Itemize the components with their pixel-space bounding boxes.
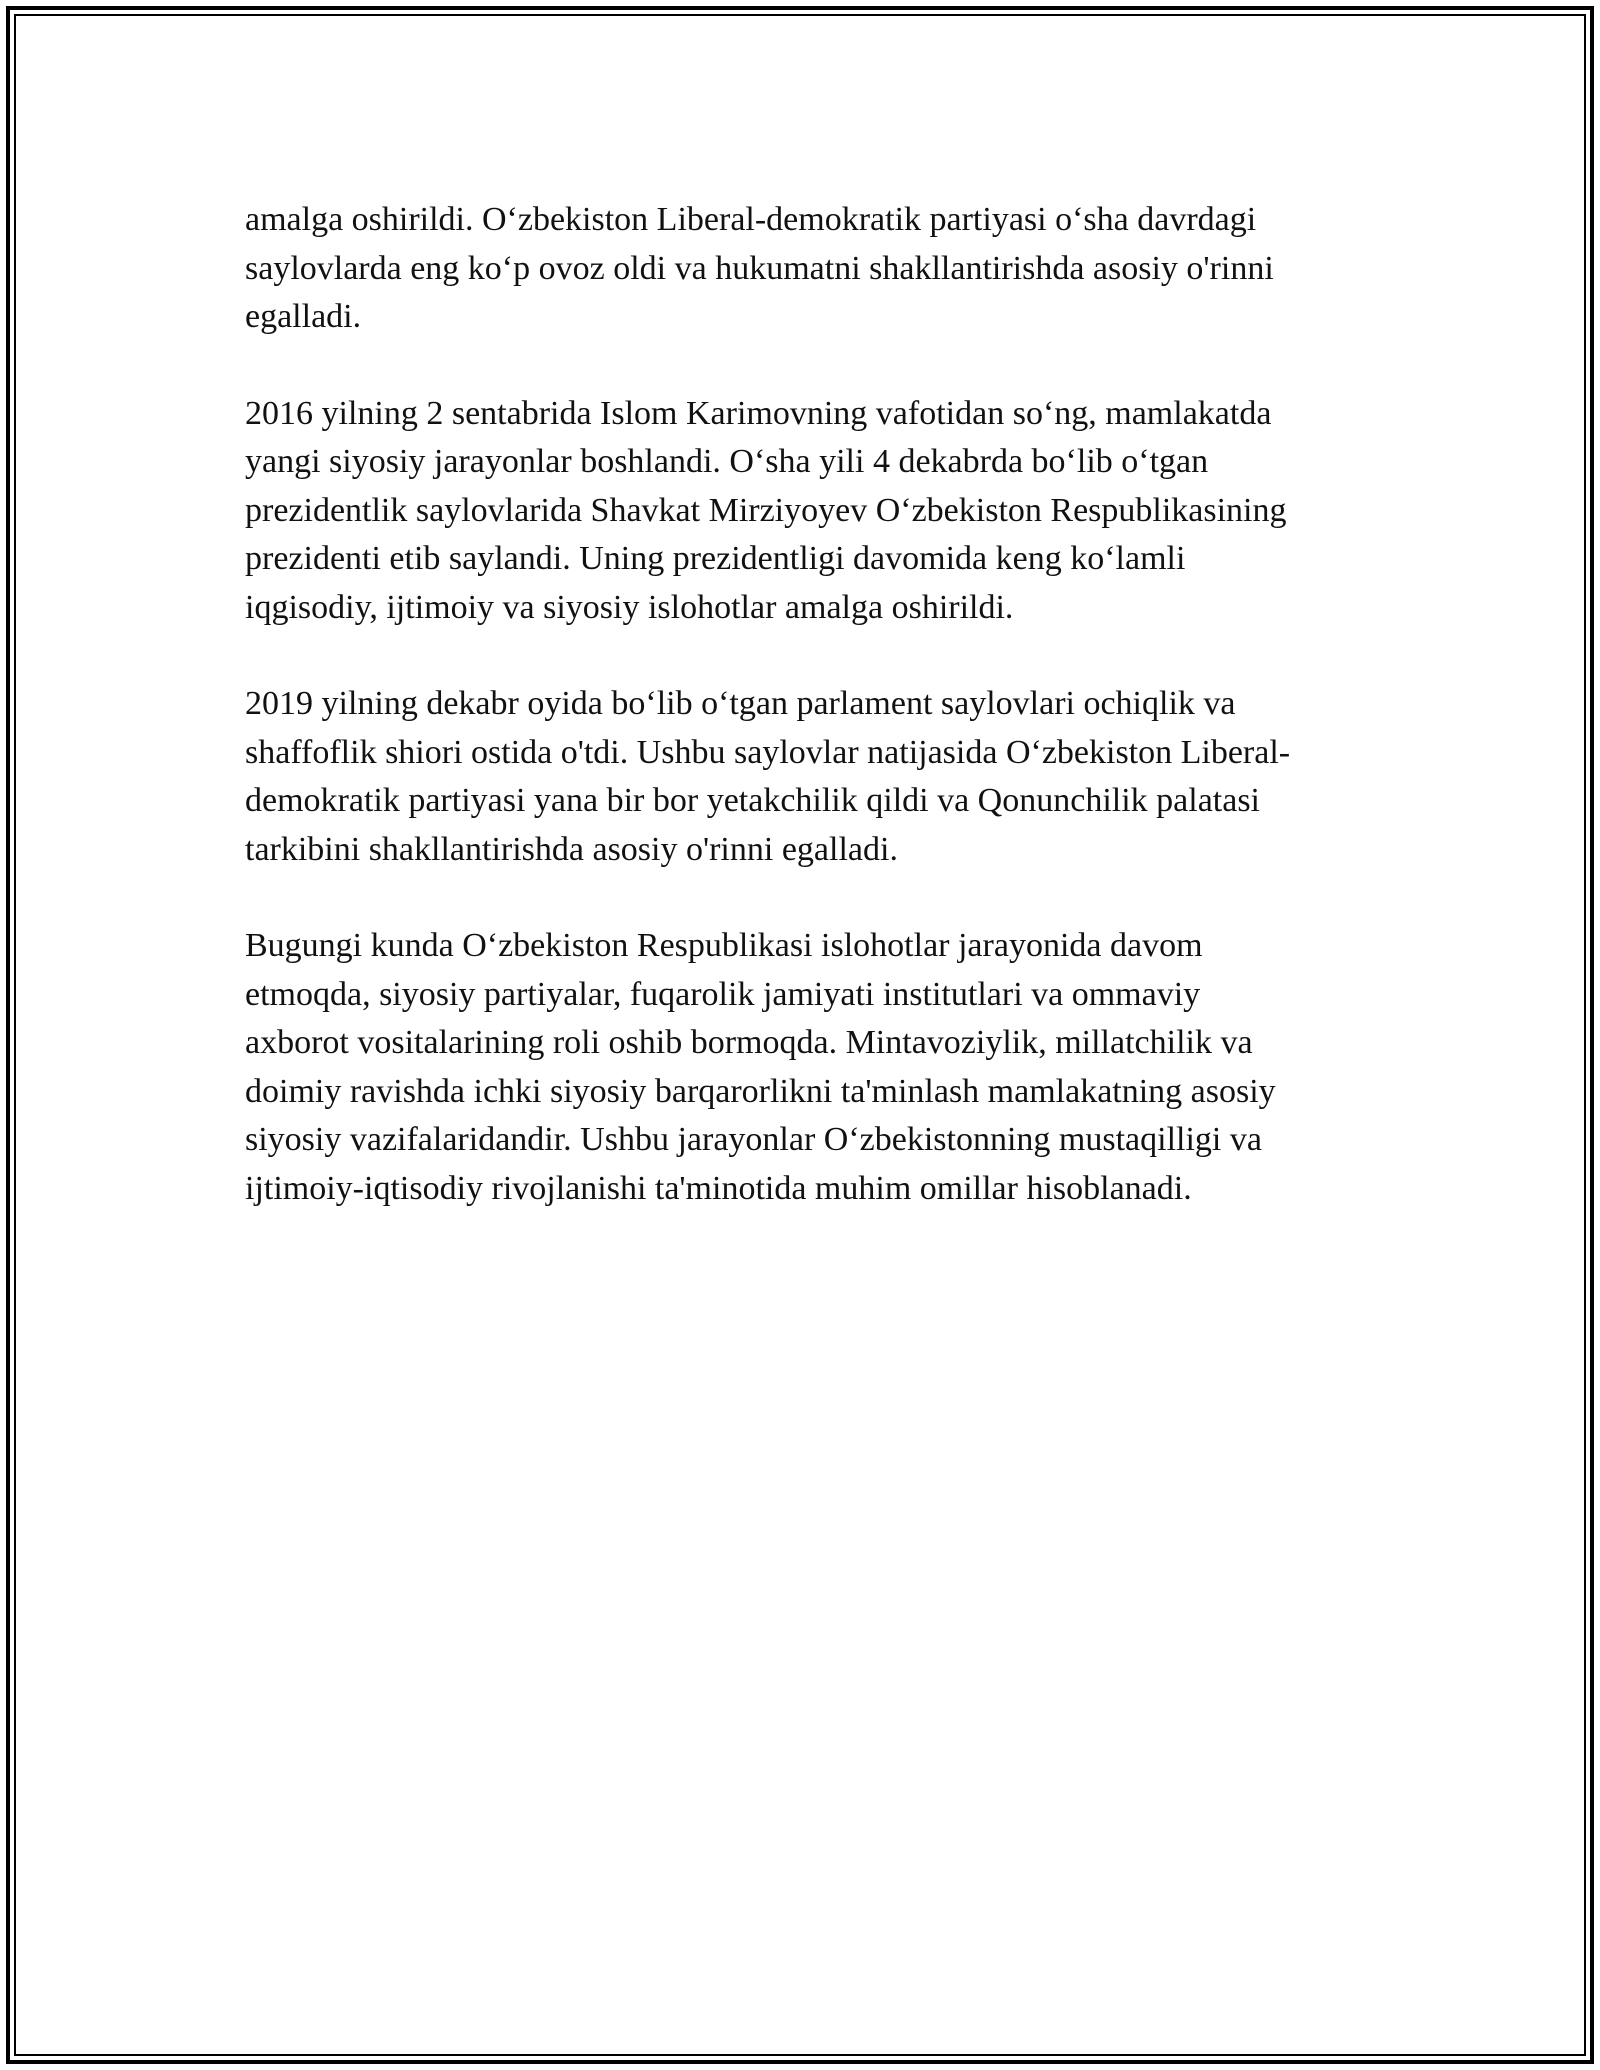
paragraph-line: siyosiy vazifalaridandir. Ushbu jarayonlar O‘zbekistonning mustaqilligi va <box>245 1121 1262 1158</box>
paragraph-line: amalga oshirildi. O‘zbekiston Liberal-demokratik partiyasi o‘sha davrdagi <box>245 201 1257 238</box>
paragraph-line: axborot vositalarining roli oshib bormoqda. Mintavoziylik, millatchilik va <box>245 1024 1253 1061</box>
paragraph-line: prezidentlik saylovlarida Shavkat Mirziyoyev O‘zbekiston Respublikasining <box>245 491 1287 529</box>
paragraph-3 <box>245 680 1375 874</box>
document-body <box>245 196 1375 1261</box>
paragraph-line: shaffoflik shiori ostida o'tdi. Ushbu saylovlar natijasida O‘zbekiston Liberal- <box>245 733 1291 771</box>
paragraph-line: doimiy ravishda ichki siyosiy barqarorlikni ta'minlash mamlakatning asosiy <box>245 1072 1276 1110</box>
paragraph-line: saylovlarda eng ko‘p ovoz oldi va hukumatni shakllantirishda asosiy o'rinni <box>245 249 1274 287</box>
page-border <box>6 6 1594 2064</box>
paragraph-line: 2019 yilning dekabr oyida bo‘lib o‘tgan parlament saylovlari ochiqlik va <box>245 685 1236 722</box>
paragraph-line: demokratik partiyasi yana bir bor yetakchilik qildi va Qonunchilik palatasi <box>245 782 1261 819</box>
paragraph-2 <box>245 390 1375 633</box>
paragraph-line: prezidenti etib saylandi. Uning prezidentligi davomida keng ko‘lamli <box>245 540 1186 577</box>
paragraph-4 <box>245 922 1375 1213</box>
paragraph-line: Bugungi kunda O‘zbekiston Respublikasi islohotlar jarayonida davom <box>245 927 1203 964</box>
paragraph-line: etmoqda, siyosiy partiyalar, fuqarolik jamiyati institutlari va ommaviy <box>245 975 1201 1013</box>
paragraph-line: tarkibini shakllantirishda asosiy o'rinni egalladi. <box>245 830 898 868</box>
paragraph-line: yangi siyosiy jarayonlar boshlandi. O‘sha yili 4 dekabrda bo‘lib o‘tgan <box>245 443 1209 480</box>
paragraph-line: 2016 yilning 2 sentabrida Islom Karimovning vafotidan so‘ng, mamlakatda <box>245 394 1272 432</box>
paragraph-line: egalladi. <box>245 298 362 335</box>
paragraph-line: ijtimoiy-iqtisodiy rivojlanishi ta'minotida muhim omillar hisoblanadi. <box>245 1169 1192 1207</box>
paragraph-1 <box>245 196 1375 342</box>
paragraph-line: iqgisodiy, ijtimoiy va siyosiy islohotlar amalga oshirildi. <box>245 588 1014 626</box>
